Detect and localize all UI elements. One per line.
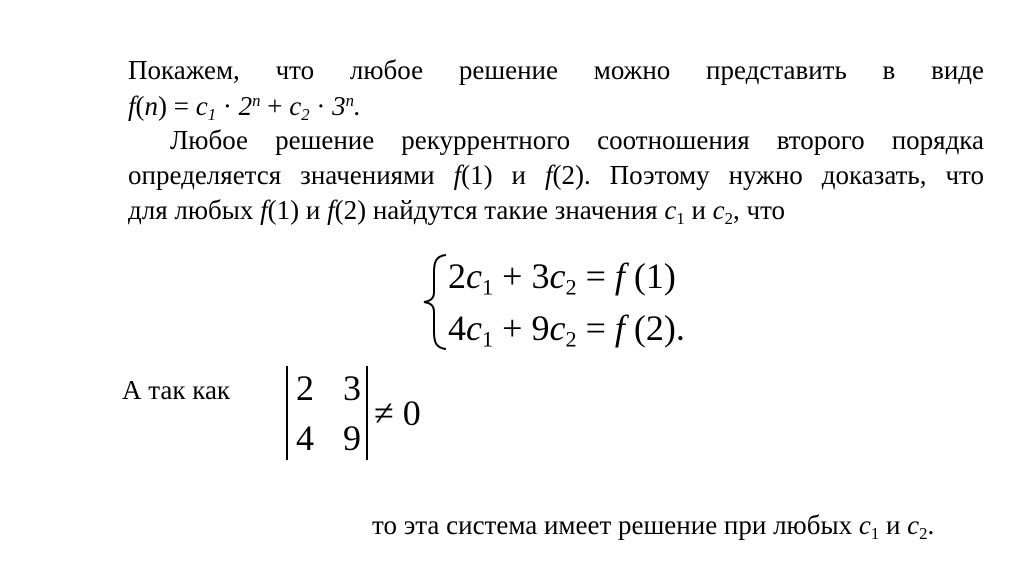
paragraph-1-line-1 [128,52,984,88]
p2l3-a2: (2) найдутся такие значения [334,195,665,225]
eq2-f: f [614,308,625,348]
paragraph-2-line-1-text: Любое решение рекуррентного соотношения второго порядка [170,125,984,155]
formula-base-2: 2 [238,91,253,121]
p2l3-c2: c [712,195,725,225]
formula-base-3: 3 [332,91,346,121]
p2l3-a1: (1) и [267,195,328,225]
determinant-neq-zero: ≠ 0 [374,393,421,433]
p2l2-pre: определяется значениями [128,160,454,190]
formula-dot1: · [216,91,239,121]
p2l3-c1-sub: 1 [676,209,685,229]
determinant-a11: 2 [296,368,314,408]
formula-lparen: ( [135,91,145,121]
eq1-arg: (1) [624,256,676,296]
determinant-right-bar [366,366,368,460]
determinant-left-bar [286,366,288,460]
eq1-op: + [493,256,532,296]
formula-period: . [353,91,361,121]
paragraph-1-text: Покажем, что любое решение можно представить в виде [128,55,984,85]
eq2-coef1: 4 [448,308,466,348]
conclusion-line [372,507,934,543]
formula-c1-sub: 1 [207,105,217,125]
conclusion-post: . [927,510,935,540]
p2l3-f2: f [327,195,335,225]
eq1-eq: = [576,256,615,296]
p2l3-mid: и [684,195,713,225]
eq2-c2: c [549,308,566,348]
conclusion-pre: то эта система имеет решение при любых [372,510,859,540]
eq2-eq: = [576,308,615,348]
p2l3-post: , что [733,195,786,225]
left-brace-icon [420,252,450,352]
conclusion-c2-sub: 2 [919,524,928,544]
formula-c2-sub: 2 [301,105,310,125]
formula-dot2: · [309,91,333,121]
p2l2-f1: f [453,160,462,190]
determinant-a21: 4 [296,418,314,458]
formula-exp-2: n [345,90,354,110]
eq1-f: f [614,256,625,296]
determinant-lead-text: А так как [122,375,231,405]
formula-rparen: ) [158,91,168,121]
p2l3-c1: c [664,195,677,225]
eq2-s2: 2 [565,326,577,352]
formula-plus: + [260,91,290,121]
formula-n: n [144,91,159,121]
eq1-c2: c [549,256,566,296]
eq2-arg: (2). [624,308,685,348]
eq2-s1: 1 [481,326,494,352]
eq1-coef1: 2 [448,256,466,296]
eq2-op: + [493,308,532,348]
eq2-c1: c [466,308,482,348]
paragraph-2-line-1 [170,122,984,158]
formula-general-solution [128,88,361,124]
formula-f: f [128,91,136,121]
eq1-c1: c [466,256,482,296]
p2l2-f2: f [544,160,553,190]
eq2-coef2: 9 [531,308,550,348]
p2l3-f1: f [260,195,268,225]
paragraph-2-line-3 [128,192,785,228]
conclusion-c1-sub: 1 [870,524,880,544]
formula-c2: c [289,91,302,121]
formula-eq: = [167,91,196,121]
eq1-s1: 1 [481,274,494,300]
p2l2-a1: (1) и [461,160,545,190]
formula-c1: c [195,91,208,121]
paragraph-2-line-2 [128,157,984,193]
conclusion-mid: и [879,510,908,540]
formula-exp-1: n [252,90,261,110]
determinant-a12: 3 [343,368,361,408]
system-equation-1 [448,252,676,300]
eq1-coef2: 3 [531,256,550,296]
p2l3-c2-sub: 2 [724,209,733,229]
system-equation-2 [448,304,685,352]
conclusion-c1: c [858,510,871,540]
p2l2-a2: (2). Поэтому нужно доказать, что [552,160,984,190]
eq1-s2: 2 [565,274,577,300]
p2l3-pre: для любых [128,195,261,225]
determinant-a22: 9 [343,418,361,458]
conclusion-c2: c [907,510,920,540]
